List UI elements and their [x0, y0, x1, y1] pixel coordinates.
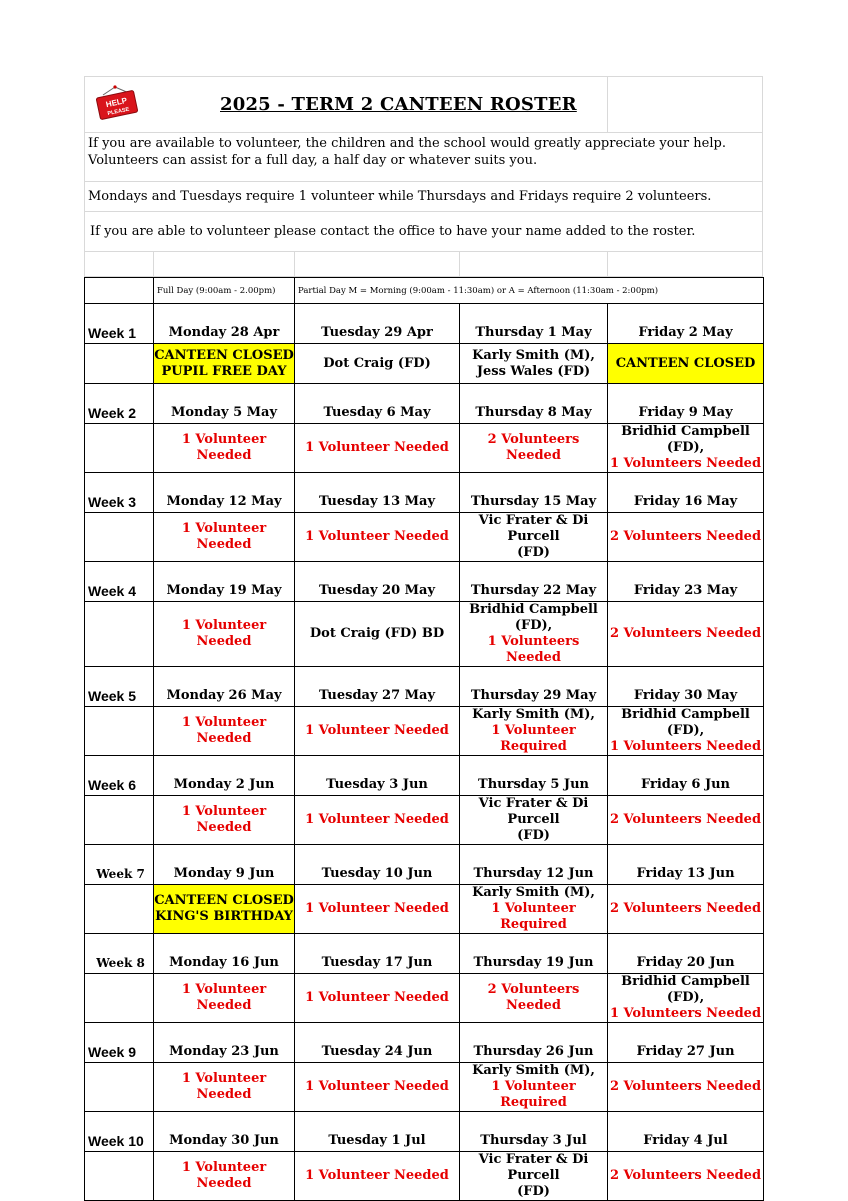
day-date: Monday 26 May [154, 667, 295, 707]
volunteer-cell [295, 796, 460, 845]
volunteer-name-text: Vic Frater & Di Purcell [478, 1152, 589, 1183]
day-date: Tuesday 17 Jun [295, 934, 460, 974]
week-label: Week 5 [85, 667, 154, 707]
week-blank-cell [85, 1152, 154, 1201]
volunteer-needed-text: 1 Volunteer Required [491, 723, 576, 754]
volunteer-name-text: Karly Smith (M), [472, 885, 595, 900]
week-blank-cell [85, 885, 154, 934]
volunteer-cell [460, 796, 608, 845]
svg-text:HELP: HELP [105, 95, 128, 110]
volunteer-name-text: (FD) [517, 545, 550, 560]
volunteer-name-text: Bridhid Campbell (FD), [621, 424, 750, 455]
help-please-sign-icon [95, 85, 139, 121]
volunteer-name-text: CANTEEN CLOSED [154, 347, 294, 363]
volunteer-cell [460, 1063, 608, 1112]
day-date: Tuesday 27 May [295, 667, 460, 707]
day-date: Thursday 8 May [460, 384, 608, 424]
volunteer-cell [154, 1152, 295, 1201]
week-label: Week 4 [85, 562, 154, 602]
volunteer-needed-text: 1 Volunteer Needed [181, 618, 267, 649]
volunteer-cell [295, 1152, 460, 1201]
day-date: Thursday 3 Jul [460, 1112, 608, 1152]
volunteer-cell [460, 707, 608, 756]
volunteer-needed-text: 2 Volunteers Needed [487, 982, 580, 1013]
week-date-row [85, 934, 764, 974]
volunteer-cell [460, 513, 608, 562]
day-date: Friday 27 Jun [608, 1023, 764, 1063]
week-entry-row [85, 885, 764, 934]
volunteer-name-text: Jess Wales (FD) [476, 363, 591, 379]
week-date-row [85, 845, 764, 885]
page-title: 2025 - TERM 2 CANTEEN ROSTER [220, 94, 577, 115]
week-date-row [85, 562, 764, 602]
volunteer-cell [154, 424, 295, 473]
volunteer-cell [295, 602, 460, 667]
svg-text:PLEASE: PLEASE [107, 106, 130, 118]
day-date: Tuesday 20 May [295, 562, 460, 602]
partial-day-note: Partial Day M = Morning (9:00am - 11:30am) or A = Afternoon (11:30am - 2:00pm) [295, 278, 764, 304]
volunteer-name-text: Vic Frater & Di Purcell [478, 796, 589, 827]
week-date-row [85, 756, 764, 796]
canteen-closed-cell [154, 885, 295, 934]
day-date: Tuesday 13 May [295, 473, 460, 513]
volunteer-needed-text: 1 Volunteer Needed [305, 529, 449, 544]
week-blank-cell [85, 602, 154, 667]
roster-table [84, 277, 764, 1201]
day-date: Monday 2 Jun [154, 756, 295, 796]
week-entry-row [85, 974, 764, 1023]
week-label: Week 1 [85, 304, 154, 344]
volunteer-cell [295, 344, 460, 384]
day-date: Friday 4 Jul [608, 1112, 764, 1152]
canteen-closed-cell [608, 344, 764, 384]
day-date: Friday 9 May [608, 384, 764, 424]
volunteer-cell [608, 513, 764, 562]
day-date: Tuesday 29 Apr [295, 304, 460, 344]
day-date: Monday 23 Jun [154, 1023, 295, 1063]
week-blank-cell [85, 796, 154, 845]
spacer-row [85, 252, 762, 277]
volunteer-needed-text: 2 Volunteers Needed [609, 1168, 762, 1183]
day-date: Monday 30 Jun [154, 1112, 295, 1152]
day-date: Thursday 5 Jun [460, 756, 608, 796]
volunteer-name-text: PUPIL FREE DAY [161, 363, 287, 379]
week-blank-cell [85, 1063, 154, 1112]
volunteer-name-text: KING'S BIRTHDAY [155, 909, 293, 924]
requirement-row [85, 182, 762, 212]
volunteer-cell [460, 1152, 608, 1201]
day-date: Friday 13 Jun [608, 845, 764, 885]
full-day-note: Full Day (9:00am - 2.00pm) [154, 278, 295, 304]
day-date: Friday 16 May [608, 473, 764, 513]
week-entry-row [85, 1063, 764, 1112]
day-date: Monday 12 May [154, 473, 295, 513]
header-block [84, 76, 763, 277]
volunteer-name-text: Bridhid Campbell (FD), [469, 602, 598, 633]
intro-row [85, 133, 762, 182]
day-date: Friday 23 May [608, 562, 764, 602]
volunteer-cell [608, 885, 764, 934]
day-date: Tuesday 6 May [295, 384, 460, 424]
volunteer-cell [608, 424, 764, 473]
volunteer-needed-text: 1 Volunteer Needed [181, 804, 267, 835]
intro-text: If you are available to volunteer, the children and the school would greatly appreciate your help. Volunteers can assist for a full day, a half day or whatever suits you. [88, 136, 726, 168]
volunteer-name-text: (FD) [517, 1184, 550, 1199]
day-date: Thursday 1 May [460, 304, 608, 344]
day-date: Tuesday 10 Jun [295, 845, 460, 885]
volunteer-name-text: Bridhid Campbell (FD), [621, 707, 750, 738]
volunteer-cell [608, 1063, 764, 1112]
day-date: Thursday 19 Jun [460, 934, 608, 974]
volunteer-needed-text: 1 Volunteer Required [491, 901, 576, 932]
volunteer-needed-text: 2 Volunteers Needed [487, 432, 580, 463]
volunteer-cell [154, 707, 295, 756]
volunteer-cell [295, 424, 460, 473]
notes-row [85, 278, 764, 304]
week-blank-cell [85, 424, 154, 473]
volunteer-cell [460, 424, 608, 473]
volunteer-needed-text: 1 Volunteer Needed [181, 715, 267, 746]
notes-blank-cell [85, 278, 154, 304]
volunteer-name-text: Vic Frater & Di Purcell [478, 513, 589, 544]
week-blank-cell [85, 974, 154, 1023]
volunteer-cell [295, 707, 460, 756]
week-label: Week 6 [85, 756, 154, 796]
volunteer-cell [460, 344, 608, 384]
week-entry-row [85, 602, 764, 667]
day-date: Monday 9 Jun [154, 845, 295, 885]
volunteer-needed-text: 2 Volunteers Needed [609, 529, 762, 544]
volunteer-cell [460, 974, 608, 1023]
volunteer-needed-text: 1 Volunteer Needed [181, 432, 267, 463]
volunteer-needed-text: 1 Volunteer Needed [181, 1160, 267, 1191]
volunteer-cell [295, 885, 460, 934]
week-entry-row [85, 424, 764, 473]
week-blank-cell [85, 344, 154, 384]
volunteer-needed-text: 1 Volunteer Needed [181, 1071, 267, 1102]
volunteer-cell [460, 885, 608, 934]
day-date: Friday 6 Jun [608, 756, 764, 796]
volunteer-needed-text: 2 Volunteers Needed [609, 1079, 762, 1094]
day-date: Friday 20 Jun [608, 934, 764, 974]
week-label: Week 3 [85, 473, 154, 513]
week-blank-cell [85, 707, 154, 756]
volunteer-needed-text: 2 Volunteers Needed [609, 901, 762, 916]
volunteer-needed-text: 1 Volunteers Needed [609, 1006, 762, 1021]
week-date-row [85, 473, 764, 513]
day-date: Tuesday 3 Jun [295, 756, 460, 796]
week-blank-cell [85, 513, 154, 562]
roster-sheet [84, 76, 763, 1201]
volunteer-needed-text: 1 Volunteer Required [491, 1079, 576, 1110]
contact-row [85, 212, 762, 252]
day-date: Thursday 22 May [460, 562, 608, 602]
canteen-closed-cell [154, 344, 295, 384]
volunteer-cell [154, 602, 295, 667]
week-label: Week 2 [85, 384, 154, 424]
volunteer-name-text: (FD) [517, 828, 550, 843]
day-date: Tuesday 24 Jun [295, 1023, 460, 1063]
day-date: Friday 2 May [608, 304, 764, 344]
volunteer-needed-text: 1 Volunteer Needed [181, 521, 267, 552]
volunteer-cell [608, 602, 764, 667]
requirement-text: Mondays and Tuesdays require 1 volunteer while Thursdays and Fridays require 2 volunteers. [88, 189, 712, 204]
volunteer-cell [295, 513, 460, 562]
volunteer-needed-text: 1 Volunteer Needed [305, 1168, 449, 1183]
volunteer-name-text: Dot Craig (FD) [323, 355, 431, 371]
day-date: Thursday 12 Jun [460, 845, 608, 885]
title-row [85, 77, 762, 133]
volunteer-name-text: Karly Smith (M), [472, 707, 595, 722]
week-entry-row [85, 1152, 764, 1201]
volunteer-needed-text: 2 Volunteers Needed [609, 812, 762, 827]
volunteer-cell [295, 974, 460, 1023]
volunteer-cell [154, 513, 295, 562]
volunteer-cell [608, 796, 764, 845]
week-label: Week 8 [85, 934, 154, 974]
volunteer-needed-text: 1 Volunteers Needed [609, 739, 762, 754]
week-date-row [85, 1112, 764, 1152]
volunteer-name-text: Karly Smith (M), [472, 1063, 595, 1078]
volunteer-needed-text: 1 Volunteer Needed [305, 990, 449, 1005]
week-entry-row [85, 796, 764, 845]
week-entry-row [85, 513, 764, 562]
day-date: Tuesday 1 Jul [295, 1112, 460, 1152]
volunteer-needed-text: 2 Volunteers Needed [609, 626, 762, 641]
volunteer-cell [295, 1063, 460, 1112]
volunteer-needed-text: 1 Volunteers Needed [609, 456, 762, 471]
volunteer-name-text: Dot Craig (FD) BD [309, 626, 445, 641]
volunteer-cell [608, 707, 764, 756]
week-date-row [85, 384, 764, 424]
volunteer-needed-text: 1 Volunteers Needed [487, 634, 580, 665]
week-entry-row [85, 344, 764, 384]
volunteer-cell [154, 974, 295, 1023]
volunteer-needed-text: 1 Volunteer Needed [305, 812, 449, 827]
volunteer-needed-text: 1 Volunteer Needed [305, 723, 449, 738]
volunteer-needed-text: 1 Volunteer Needed [305, 1079, 449, 1094]
volunteer-name-text: Karly Smith (M), [472, 347, 595, 363]
week-date-row [85, 667, 764, 707]
day-date: Monday 5 May [154, 384, 295, 424]
week-label: Week 9 [85, 1023, 154, 1063]
day-date: Thursday 26 Jun [460, 1023, 608, 1063]
week-date-row [85, 304, 764, 344]
week-date-row [85, 1023, 764, 1063]
week-entry-row [85, 707, 764, 756]
volunteer-cell [154, 796, 295, 845]
week-label: Week 7 [85, 845, 154, 885]
contact-text: If you are able to volunteer please contact the office to have your name added to the roster. [90, 224, 696, 239]
volunteer-needed-text: 1 Volunteer Needed [305, 901, 449, 916]
volunteer-cell [608, 974, 764, 1023]
volunteer-cell [460, 602, 608, 667]
volunteer-needed-text: 1 Volunteer Needed [305, 440, 449, 455]
volunteer-name-text: CANTEEN CLOSED [154, 893, 294, 908]
volunteer-cell [608, 1152, 764, 1201]
day-date: Monday 16 Jun [154, 934, 295, 974]
day-date: Monday 28 Apr [154, 304, 295, 344]
day-date: Thursday 29 May [460, 667, 608, 707]
day-date: Friday 30 May [608, 667, 764, 707]
day-date: Thursday 15 May [460, 473, 608, 513]
volunteer-name-text: Bridhid Campbell (FD), [621, 974, 750, 1005]
volunteer-cell [154, 1063, 295, 1112]
volunteer-name-text: CANTEEN CLOSED [615, 355, 756, 371]
volunteer-needed-text: 1 Volunteer Needed [181, 982, 267, 1013]
day-date: Monday 19 May [154, 562, 295, 602]
week-label: Week 10 [85, 1112, 154, 1152]
